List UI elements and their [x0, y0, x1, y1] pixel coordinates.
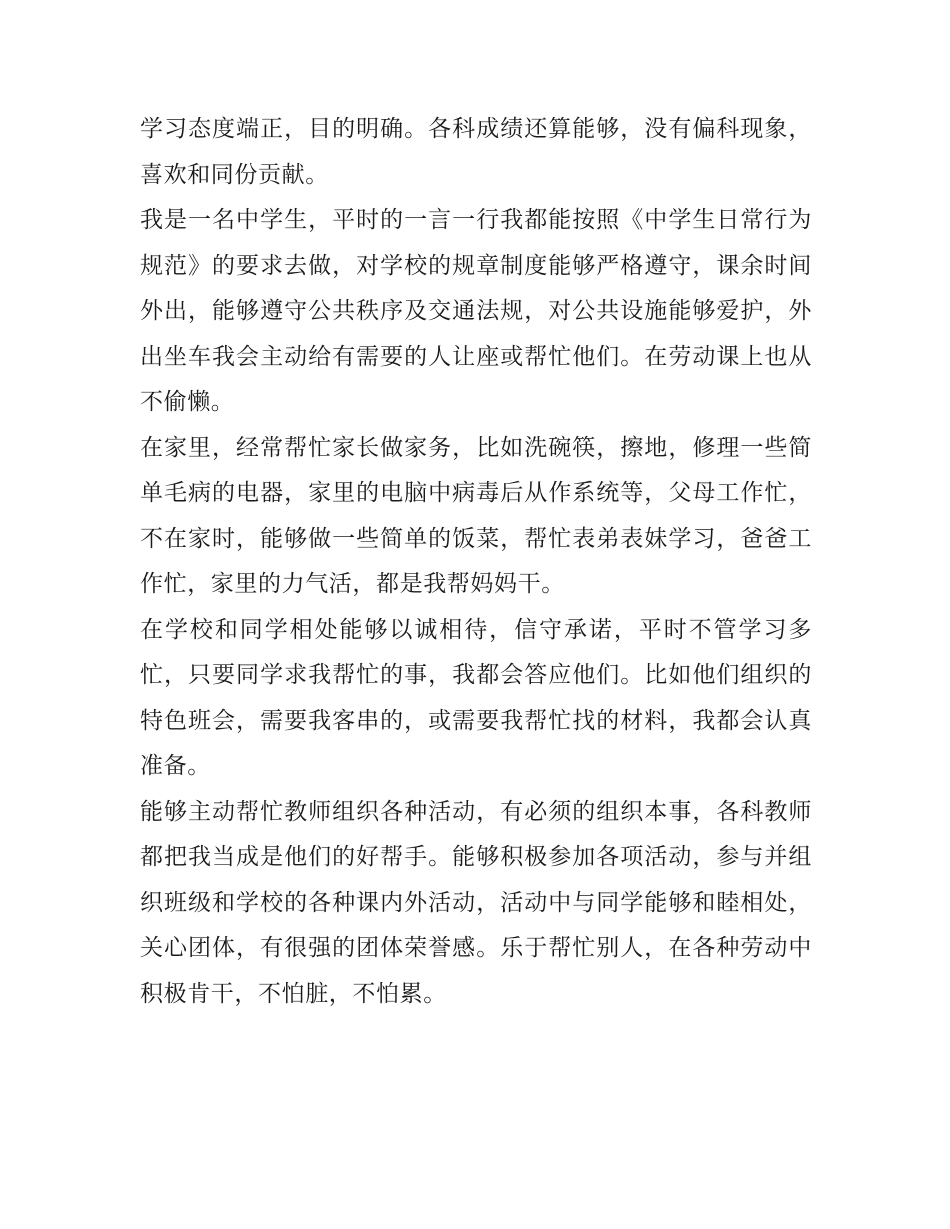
document-body: [140, 107, 812, 1017]
paragraph-home-help: 在家里，经常帮忙家长做家务，比如洗碗筷，擦地，修理一些简单毛病的电器，家里的电脑中病毒后从作系统等，父母工作忙，不在家时，能够做一些简单的饭菜，帮忙表弟表妹学习，爸爸工作忙，家里的力气活，都是我帮妈妈干。: [140, 434, 812, 597]
paragraph-school-conduct: 我是一名中学生，平时的一言一行我都能按照《中学生日常行为规范》的要求去做，对学校的规章制度能够严格遵守，课余时间外出，能够遵守公共秩序及交通法规，对公共设施能够爱护，外出坐车我会主动给有需要的人让座或帮忙他们。在劳动课上也从不偷懒。: [140, 207, 812, 415]
paragraph-study-attitude: 学习态度端正，目的明确。各科成绩还算能够，没有偏科现象，喜欢和同份贡献。: [140, 116, 812, 188]
paragraph-activities: 能够主动帮忙教师组织各种活动，有必须的组织本事，各科教师都把我当成是他们的好帮手。能够积极参加各项活动，参与并组织班级和学校的各种课内外活动，活动中与同学能够和睦相处，关心团体，有很强的团体荣誉感。乐于帮忙别人，在各种劳动中积极肯干，不怕脏，不怕累。: [140, 798, 812, 1007]
paragraph-classmates: 在学校和同学相处能够以诚相待，信守承诺，平时不管学习多忙，只要同学求我帮忙的事，我都会答应他们。比如他们组织的特色班会，需要我客串的，或需要我帮忙找的材料，我都会认真准备。: [140, 616, 812, 779]
